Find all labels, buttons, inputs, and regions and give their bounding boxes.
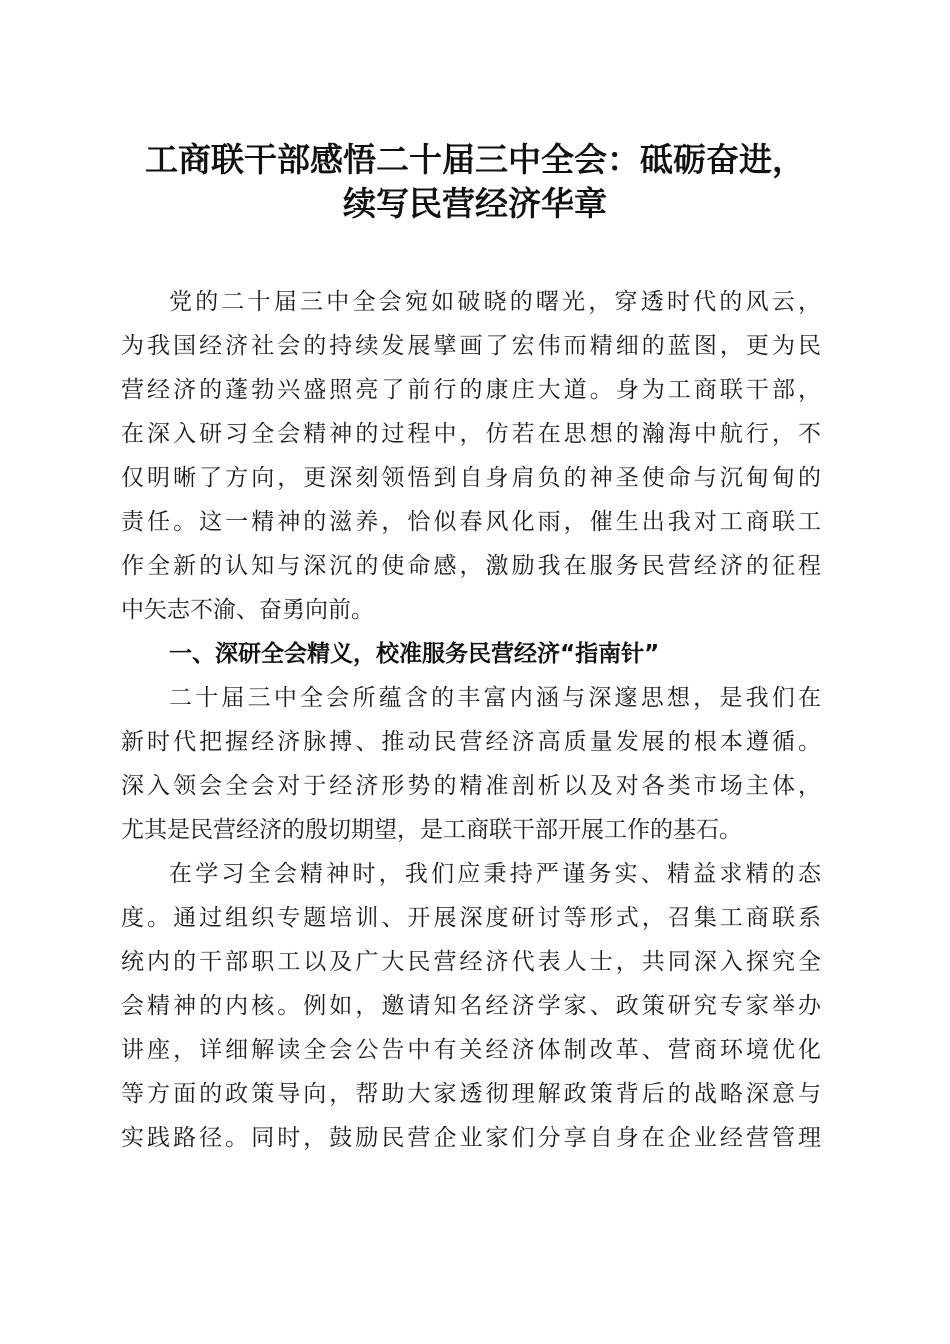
- paragraph-line: 二十届三中全会所蕴含的丰富内涵与深邃思想，是我们在: [169, 685, 821, 711]
- paragraph-line: 深入领会全会对于经济形势的精准剖析以及对各类市场主体，: [121, 773, 821, 799]
- section-heading: 一、深研全会精义，校准服务民营经济“指南针”: [169, 641, 660, 667]
- paragraph-line: 党的二十届三中全会宛如破晓的曙光，穿透时代的风云，: [169, 289, 821, 315]
- paragraph-line: 责任。这一精神的滋养，恰似春风化雨，催生出我对工商联工: [121, 509, 821, 535]
- paragraph-line: 中矢志不渝、奋勇向前。: [121, 597, 374, 623]
- paragraph-line: 作全新的认知与深沉的使命感，激励我在服务民营经济的征程: [121, 553, 821, 579]
- intro-paragraph: [121, 280, 821, 632]
- section1-paragraph-2: [121, 852, 821, 1160]
- paragraph-line: 新时代把握经济脉搏、推动民营经济高质量发展的根本遵循。: [121, 729, 821, 755]
- paragraph-line: 在深入研习全会精神的过程中，仿若在思想的瀚海中航行，不: [121, 421, 821, 447]
- paragraph-line: 讲座，详细解读全会公告中有关经济体制改革、营商环境优化: [121, 1037, 821, 1063]
- paragraph-line: 尤其是民营经济的殷切期望，是工商联干部开展工作的基石。: [121, 817, 742, 843]
- paragraph-line: 实践路径。同时，鼓励民营企业家们分享自身在企业经营管理: [121, 1125, 821, 1151]
- document-title-line-1: 工商联干部感悟二十届三中全会：砥砺奋进，: [145, 140, 805, 179]
- paragraph-line: 统内的干部职工以及广大民营经济代表人士，共同深入探究全: [121, 949, 821, 975]
- paragraph-line: 会精神的内核。例如，邀请知名经济学家、政策研究专家举办: [121, 993, 821, 1019]
- paragraph-line: 度。通过组织专题培训、开展深度研讨等形式，召集工商联系: [121, 905, 821, 931]
- document-title-line-2: 续写民营经济华章: [343, 184, 607, 223]
- paragraph-line: 为我国经济社会的持续发展擘画了宏伟而精细的蓝图，更为民: [121, 333, 821, 359]
- paragraph-line: 在学习全会精神时，我们应秉持严谨务实、精益求精的态: [169, 861, 821, 887]
- paragraph-line: 等方面的政策导向，帮助大家透彻理解政策背后的战略深意与: [121, 1081, 821, 1107]
- paragraph-line: 仅明晰了方向，更深刻领悟到自身肩负的神圣使命与沉甸甸的: [121, 465, 821, 491]
- section1-paragraph-1: [121, 676, 821, 852]
- document-body: [121, 280, 821, 1160]
- paragraph-line: 营经济的蓬勃兴盛照亮了前行的康庄大道。身为工商联干部，: [121, 377, 821, 403]
